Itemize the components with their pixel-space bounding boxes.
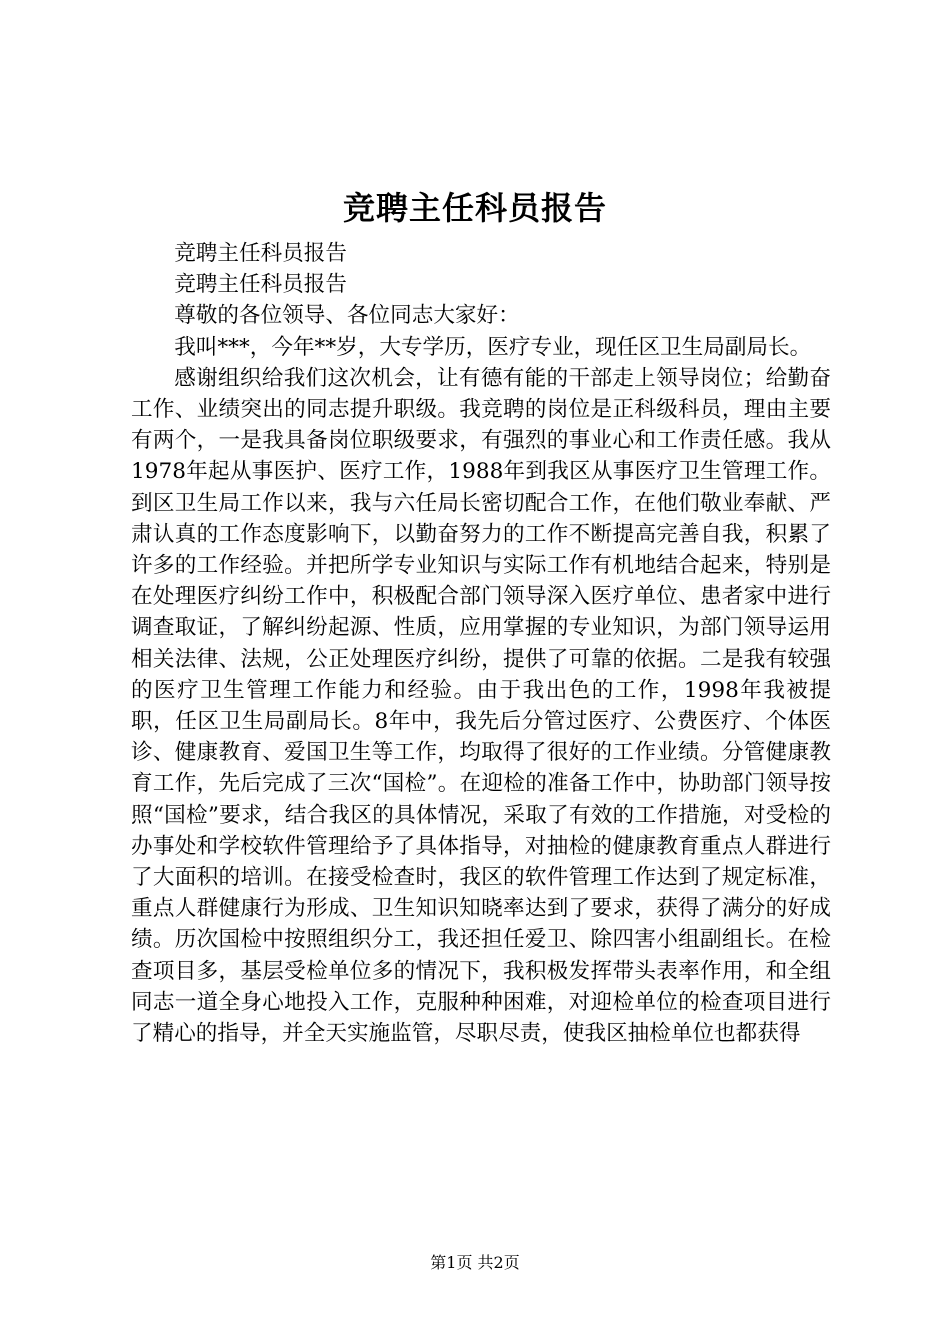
document-body xyxy=(131,238,831,1049)
paragraph-introduction: 我叫***，今年**岁，大专学历，医疗专业，现任区卫生局副局长。 xyxy=(174,334,812,360)
page-number-footer: 第1页 共2页 xyxy=(430,1253,520,1272)
paragraph-subtitle-1: 竞聘主任科员报告 xyxy=(174,241,347,266)
paragraph-main: 感谢组织给我们这次机会，让有德有能的干部走上领导岗位；给勤奋工作、业绩突出的同志提升职级。我竞聘的岗位是正科级科员，理由主要有两个，一是我具备岗位职级要求，有强烈的事业心和工作责任感。我从1978年起从事医护、医疗工作，1988年到我区从事医疗卫生管理工作。到区卫生局工作以来，我与六任局长密切配合工作，在他们敬业奉献、严肃认真的工作态度影响下，以勤奋努力的工作不断提高完善自我，积累了许多的工作经验。并把所学专业知识与实际工作有机地结合起来，特别是在处理医疗纠纷工作中，积极配合部门领导深入医疗单位、患者家中进行调查取证，了解纠纷起源、性质，应用掌握的专业知识，为部门领导运用相关法律、法规，公正处理医疗纠纷，提供了可靠的依据。二是我有较强的医疗卫生管理工作能力和经验。由于我出色的工作，1998年我被提职，任区卫生局副局长。8年中，我先后分管过医疗、公费医疗、个体医诊、健康教育、爱国卫生等工作，均取得了很好的工作业绩。分管健康教育工作，先后完成了三次“国检”。在迎检的准备工作中，协助部门领导按照“国检”要求，结合我区的具体情况，采取了有效的工作措施，对受检的办事处和学校软件管理给予了具体指导，对抽检的健康教育重点人群进行了大面积的培训。在接受检查时，我区的软件管理工作达到了规定标准，重点人群健康行为形成、卫生知识知晓率达到了要求，获得了满分的好成绩。历次国检中按照组织分工，我还担任爱卫、除四害小组副组长。在检查项目多，基层受检单位多的情况下，我积极发挥带头表率作用，和全组同志一道全身心地投入工作，克服种种困难，对迎检单位的检查项目进行了精心的指导，并全天实施监管，尽职尽责，使我区抽检单位也都获得 xyxy=(131,365,831,1047)
paragraph-subtitle-2: 竞聘主任科员报告 xyxy=(174,272,347,298)
paragraph-greeting: 尊敬的各位领导、各位同志大家好： xyxy=(174,303,520,329)
document-title: 竞聘主任科员报告 xyxy=(342,189,607,227)
